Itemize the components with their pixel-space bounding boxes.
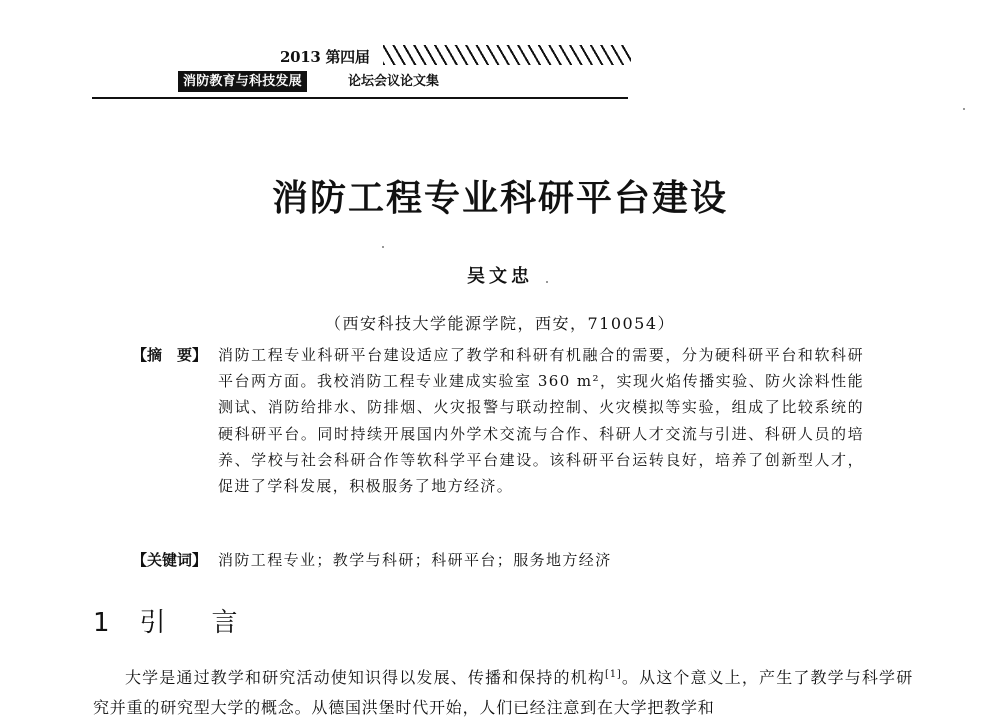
scan-speck	[963, 108, 965, 110]
header-rule	[92, 97, 628, 99]
section-heading	[93, 605, 248, 641]
body-paragraph	[93, 660, 913, 723]
paper-author: 吴文忠	[467, 266, 533, 287]
running-header	[178, 40, 628, 106]
paragraph-text-end: 。从这个意义上，产生了教学与科学研究并重的研究型大学的概念。从德国洪堡时代开始，人们已经注意到在大学把教学和	[93, 668, 913, 717]
section-number: 1	[93, 608, 120, 638]
paragraph-text-start: 大学是通过教学和研究活动使知识得以发展、传播和保持的机构	[125, 668, 605, 687]
abstract-label: 【摘 要】	[132, 346, 208, 364]
keywords-text: 消防工程专业；教学与科研；科研平台；服务地方经济	[218, 551, 612, 569]
scan-speck	[382, 246, 384, 248]
paper-affiliation: （西安科技大学能源学院，西安，710054）	[324, 314, 676, 333]
header-year-issue: 2013 第四届	[280, 48, 370, 66]
scan-speck	[546, 281, 548, 283]
header-badge: 消防教育与科技发展	[178, 71, 307, 92]
paper-title: 消防工程专业科研平台建设	[271, 178, 728, 219]
keywords-label: 【关键词】	[132, 551, 208, 569]
section-title: 引 言	[139, 608, 248, 638]
header-subtitle: 论坛会议论文集	[348, 74, 440, 89]
abstract-text: 消防工程专业科研平台建设适应了教学和科研有机融合的需要，分为硬科研平台和软科研平台两方面。我校消防工程专业建成实验室 360 m²，实现火焰传播实验、防火涂料性能测试、消防给排水、防排烟、火灾报警与联动控制、火灾模拟等实验，组成了比较系统的硬科研平台。同时持续开展国内外学术交流与合作、科研人才交流与引进、科研人员的培养、学校与社会科研合作等软科学平台建设。该科研平台运转良好，培养了创新型人才，促进了学科发展，积极服务了地方经济。	[218, 346, 864, 496]
header-hatch-decoration	[383, 45, 631, 65]
reference-mark: [1]	[605, 669, 622, 680]
